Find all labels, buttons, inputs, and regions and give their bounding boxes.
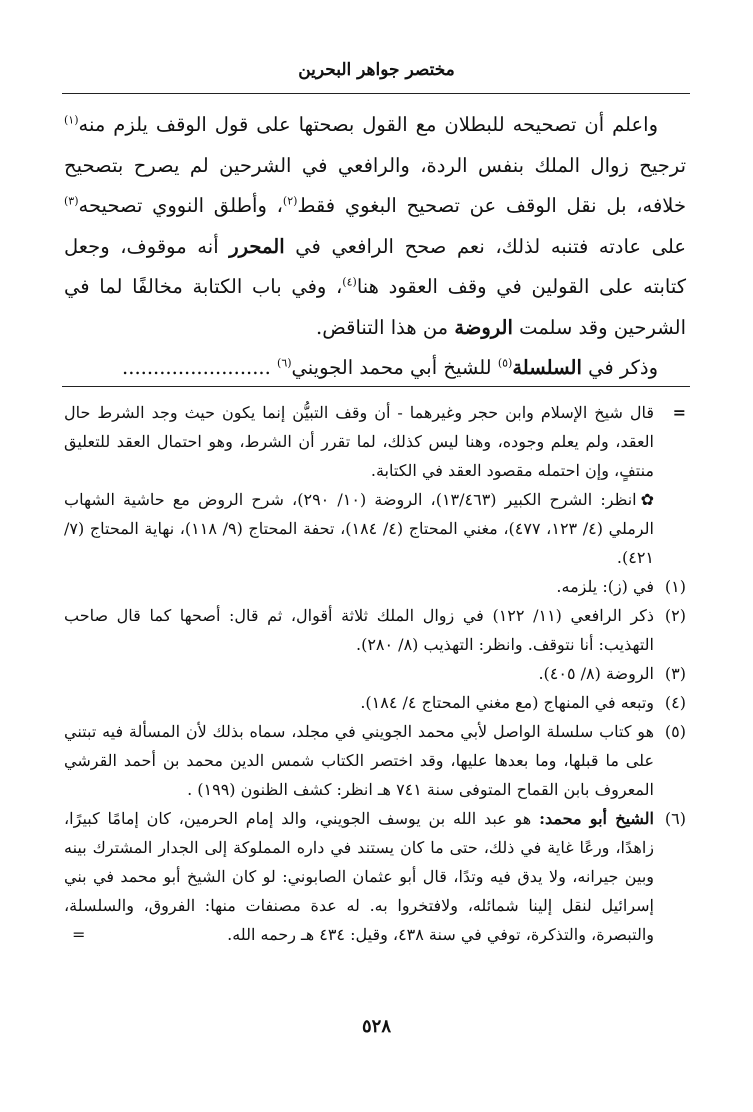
footnote-text — [64, 804, 654, 949]
footnote-continuation — [64, 398, 686, 485]
paragraph-2 — [64, 348, 686, 389]
footnote-text — [64, 601, 654, 659]
continuation-dots: ........................ — [122, 356, 271, 379]
footnote-text-run: هو عبد الله بن يوسف الجويني، والد إمام الحرمين، كان إمامًا كبيرًا، زاهدًا، ورعًا غاية في ذلك، حتى ما كان يستند في داره المملوكة إلى الجدار المشترك بينه وبين جيرانه، ولا يدق فيه وتدًا، قال أبو عثمان الصابوني: لو كان الشيخ أبو محمد في بني إسرائيل لنقل إلينا شمائله، ولافتخروا به. له عدة مصنفات منها: الفروق، والسلسلة، والتبصرة، والتذكرة، توفي في سنة ٤٣٨، وقيل: ٤٣٤ هـ رحمه الله. — [64, 809, 654, 944]
text-run: ، وأطلق النووي تصحيحه — [78, 194, 283, 217]
footnote-item — [64, 688, 686, 717]
footnote-ref-2[interactable]: (٢) — [282, 194, 298, 208]
footnote-text — [64, 659, 654, 688]
footnote-ref-4[interactable]: (٤) — [342, 275, 357, 289]
text-run: واعلم أن تصحيحه للبطلان مع القول بصحتها على قول الوقف يلزم منه — [78, 113, 658, 136]
footnote-number: (٣) — [664, 664, 686, 683]
flower-icon: ✿ — [640, 490, 654, 509]
footnote-rule — [62, 386, 690, 387]
footnote-item-6 — [64, 804, 686, 949]
footnote-text — [64, 485, 654, 572]
running-header: مختصر جواهر البحرين — [298, 60, 455, 80]
text-run: من هذا التناقض. — [316, 315, 449, 339]
text-run: للشيخ أبي محمد الجويني — [291, 356, 492, 379]
footnote-ref-1[interactable]: (١) — [64, 113, 79, 127]
footnote-item — [64, 572, 686, 601]
text-run: ترجيح زوال الملك بنفس الردة، والرافعي في الشرحين لم يصرح بتصحيح خلافه، بل نقل الوقف عن تصحيح البغوي فقط — [64, 153, 686, 217]
footnote-text — [64, 572, 654, 601]
footnote-item — [64, 601, 686, 659]
footnote-sources — [64, 485, 686, 572]
footnote-item — [64, 659, 686, 688]
footnote-ref-3[interactable]: (٣) — [64, 194, 79, 208]
text-run: أنه موقوف، وجعل كتابته على القولين في وقف العقود هنا — [64, 234, 686, 298]
footnote-text — [64, 717, 654, 804]
main-text — [64, 105, 686, 389]
footnote-text-run: وتبعه في المنهاج (مع مغني المحتاج ٤/ ١٨٤). — [360, 693, 654, 712]
text-run: على عادته فتنبه لذلك، نعم صحح الرافعي في — [295, 234, 686, 258]
footnote-ref-6[interactable]: (٦) — [277, 356, 292, 370]
book-title-silsila: السلسلة — [512, 356, 582, 379]
footnote-text — [64, 688, 654, 717]
footnote-number: (٦) — [664, 809, 686, 828]
text-run: وذكر في — [588, 356, 658, 379]
footnote-item — [64, 717, 686, 804]
biography-subject: الشيخ أبو محمد: — [539, 809, 654, 828]
header-rule — [62, 93, 690, 94]
footnote-text-run: ذكر الرافعي (١١/ ١٢٢) في زوال الملك ثلاثة أقوال، ثم قال: أصحها كما قال صاحب التهذيب: أنا نتوقف. وانظر: التهذيب (٨/ ٢٨٠). — [64, 606, 655, 654]
footnote-ref-5[interactable]: (٥) — [497, 356, 513, 370]
footnote-number: (٤) — [664, 693, 686, 712]
continuation-mark: = — [72, 925, 86, 944]
footnote-text-run: قال شيخ الإسلام وابن حجر وغيرهما - أن وقف التبيُّن إنما يكون حيث وجد الشرط حال العقد، ولم يعلم وجوده، وهنا ليس كذلك، لما تقرر أن الشرط، وهو احتمال العقد للتعليق منتفٍ، وإن احتمله مقصود العقد في الكتابة. — [64, 403, 655, 480]
footnote-text-run: هو كتاب سلسلة الواصل لأبي محمد الجويني في مجلد، سماه بذلك لأن المسألة فيه تبتني على ما قبلها، وما بعدها عليها، وقد اختصر الكتاب شمس الدين محمد بن أحمد القرشي المعروف بابن القماح المتوفى سنة ٧٤١ هـ انظر: كشف الظنون (١٩٩) . — [64, 722, 655, 799]
footnote-number: (٢) — [664, 606, 686, 625]
footnote-text — [64, 398, 654, 485]
text-run: ، وفي باب الكتابة مخالفًا لما في الشرحين وقد سلمت — [64, 275, 686, 339]
book-title-rawda: الروضة — [454, 315, 513, 339]
footnote-text-run: الروضة (٨/ ٤٠٥). — [538, 664, 654, 683]
footnote-number: (١) — [664, 577, 686, 596]
continuation-mark: = — [672, 403, 686, 422]
page-number: ٥٢٨ — [361, 1016, 391, 1037]
footnote-text-run: في (ز): يلزمه. — [556, 577, 654, 596]
footnote-number: (٥) — [664, 722, 686, 741]
paragraph-1 — [64, 105, 686, 348]
footnote-text-run: انظر: الشرح الكبير (١٣/٤٦٣)، الروضة (١٠/ ٢٩٠)، شرح الروض مع حاشية الشهاب الرملي (٤/ ١٢٣، ٤٧٧)، مغني المحتاج (٤/ ١٨٤)، تحفة المحتاج (٩/ ١١٨)، نهاية المحتاج (٧/ ٤٢١). — [64, 490, 654, 567]
book-title-muharrar: المحرر — [229, 234, 285, 258]
footnotes — [64, 398, 686, 949]
